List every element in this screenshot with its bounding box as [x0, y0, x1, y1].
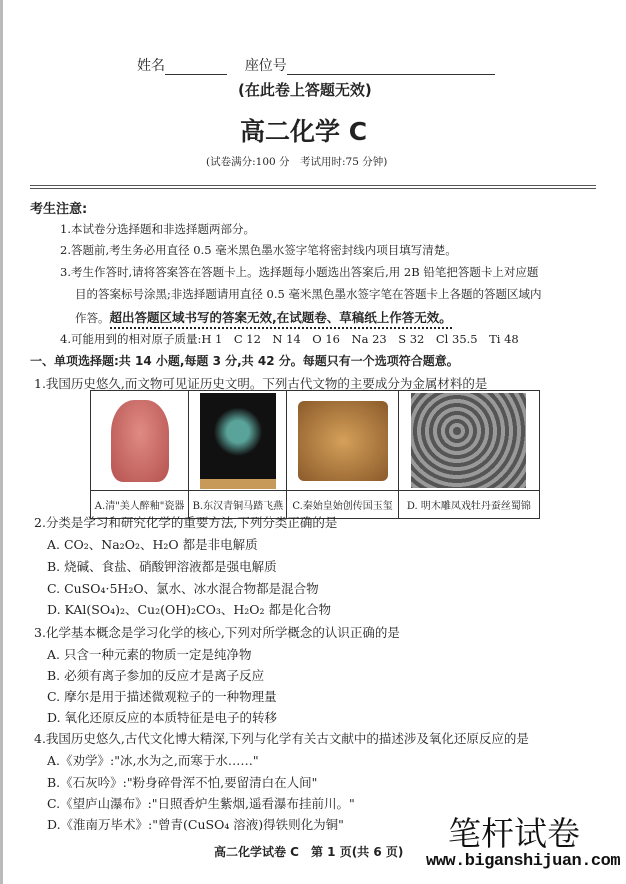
watermark-logo: 笔杆试卷: [448, 814, 580, 853]
question-1-stem: 1.我国历史悠久,而文物可见证历史文明。下列古代文物的主要成分为金属材料的是: [34, 376, 488, 391]
instruction-2: 2.答题前,考生务必用直径 0.5 毫米黑色墨水签字笔将密封线内项目填写清楚。: [60, 243, 457, 257]
option-1b: B.东汉青铜马踏飞燕: [189, 491, 287, 519]
jade-seal-image: [298, 401, 388, 481]
option-2d: D. KAl(SO₄)₂、Cu₂(OH)₂CO₃、H₂O₂ 都是化合物: [47, 602, 331, 617]
option-2b: B. 烧碱、食盐、硝酸钾溶液都是强电解质: [47, 559, 277, 574]
question-2-stem: 2.分类是学习和研究化学的重要方法,下列分类正确的是: [34, 515, 338, 530]
seat-blank: [287, 62, 495, 75]
option-3a: A. 只含一种元素的物质一定是纯净物: [47, 647, 252, 662]
watermark-url: www.biganshijuan.com: [426, 852, 621, 871]
option-1a: A.清"美人醉釉"瓷器: [91, 491, 189, 519]
porcelain-vase-image: [111, 400, 169, 482]
exam-subtitle: (试卷满分:100 分 考试用时:75 分钟): [206, 156, 388, 168]
header-rule: [30, 185, 596, 189]
option-2a: A. CO₂、Na₂O₂、H₂O 都是非电解质: [47, 537, 258, 552]
page-footer: 高二化学试卷 C 第 1 页(共 6 页): [214, 845, 404, 859]
option-3c: C. 摩尔是用于描述微观粒子的一种物理量: [47, 689, 277, 704]
section-heading: 一、单项选择题:共 14 小题,每题 3 分,共 42 分。每题只有一个选项符合题意。: [30, 354, 459, 368]
bronze-horse-image: [200, 393, 276, 489]
option-1c: C.秦始皇始创传国玉玺: [287, 491, 398, 519]
instruction-3: 3.考生作答时,请将答案答在答题卡上。选择题每小题选出答案后,用 2B 铅笔把答题卡上对应题: [60, 265, 539, 279]
option-4b: B.《石灰吟》:"粉身碎骨浑不怕,要留清白在人间": [47, 775, 318, 790]
instruction-3-cont: 目的答案标号涂黑;非选择题请用直径 0.5 毫米黑色墨水签字笔在答题卡上各题的答题区域内: [75, 287, 542, 301]
option-4d: D.《淮南万毕术》:"曾青(CuSO₄ 溶液)得铁则化为铜": [47, 817, 344, 832]
wood-carving-image: [411, 393, 526, 488]
instruction-3-end: [75, 308, 452, 326]
artifact-table: [90, 390, 540, 519]
instruction-emphasis: 超出答题区域书写的答案无效,在试题卷、草稿纸上作答无效。: [110, 310, 452, 329]
exam-title: 高二化学 C: [240, 117, 368, 146]
option-4a: A.《劝学》:"冰,水为之,而寒于水……": [47, 753, 259, 768]
name-blank: [165, 62, 227, 75]
option-2c: C. CuSO₄·5H₂O、氯水、冰水混合物都是混合物: [47, 581, 319, 596]
option-3b: B. 必须有离子参加的反应才是离子反应: [47, 668, 265, 683]
instruction-4: 4.可能用到的相对原子质量:H 1 C 12 N 14 O 16 Na 23 S 32 Cl 35.5 Ti 48: [60, 332, 519, 346]
instructions-heading: 考生注意:: [30, 202, 88, 217]
invalid-notice: (在此卷上答题无效): [238, 81, 372, 99]
name-label: 姓名: [137, 58, 165, 74]
seat-label: 座位号: [244, 58, 287, 74]
name-seat-row: [137, 55, 495, 75]
option-1d: D. 明木雕凤戏牡丹蚕丝蜀锦: [398, 491, 539, 519]
option-3d: D. 氧化还原反应的本质特征是电子的转移: [47, 710, 278, 725]
option-4c: C.《望庐山瀑布》:"日照香炉生紫烟,遥看瀑布挂前川。": [47, 796, 355, 811]
question-4-stem: 4.我国历史悠久,古代文化博大精深,下列与化学有关古文献中的描述涉及氧化还原反应的是: [34, 731, 529, 746]
instruction-3-end-text: 作答。: [75, 311, 110, 325]
instruction-1: 1.本试卷分选择题和非选择题两部分。: [60, 222, 255, 236]
question-3-stem: 3.化学基本概念是学习化学的核心,下列对所学概念的认识正确的是: [34, 625, 400, 640]
